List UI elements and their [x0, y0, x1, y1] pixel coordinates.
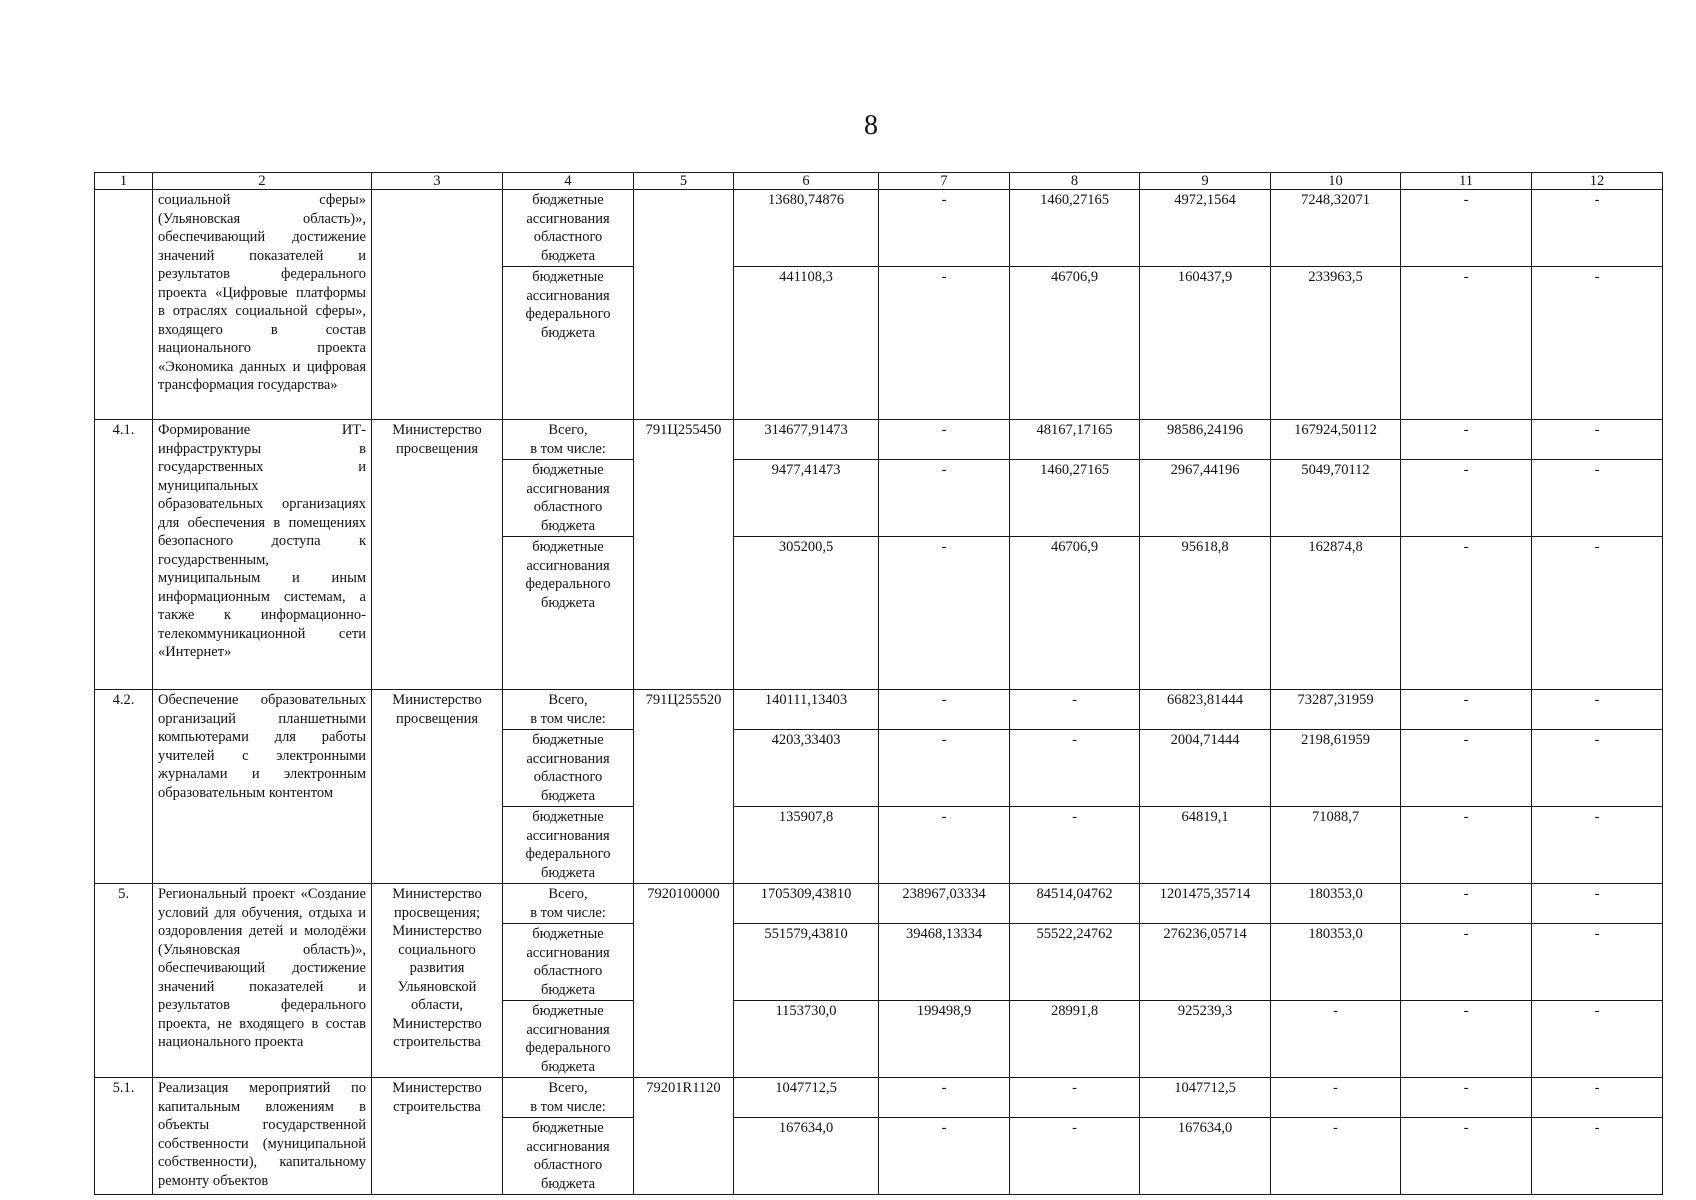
row-executor: Министерство строительства — [372, 1078, 503, 1195]
amount-cell: - — [879, 267, 1010, 420]
amount-cell: - — [1271, 1001, 1401, 1078]
funding-source-label — [503, 807, 634, 884]
amount-cell: - — [1401, 537, 1532, 690]
amount-cell: 1705309,43810 — [734, 884, 879, 924]
amount-cell: - — [879, 190, 1010, 267]
funding-source-line: ассигнования — [526, 944, 610, 961]
amount-cell: - — [879, 730, 1010, 807]
amount-cell: 71088,7 — [1271, 807, 1401, 884]
table-row — [95, 190, 1663, 267]
funding-source-line: в том числе: — [530, 1098, 606, 1115]
amount-cell: 4203,33403 — [734, 730, 879, 807]
funding-source-line: в том числе: — [530, 440, 606, 457]
amount-cell: 9477,41473 — [734, 460, 879, 537]
header-cell: 10 — [1271, 173, 1401, 190]
amount-cell: 925239,3 — [1140, 1001, 1271, 1078]
amount-cell: 167924,50112 — [1271, 420, 1401, 460]
funding-source-line: бюджета — [540, 324, 596, 341]
amount-cell: - — [879, 420, 1010, 460]
funding-source-line: бюджетные — [532, 926, 604, 942]
amount-cell: - — [1532, 730, 1663, 807]
amount-cell: - — [1532, 267, 1663, 420]
funding-source-label — [503, 190, 634, 267]
funding-source-line: ассигнования — [526, 210, 610, 227]
amount-cell: - — [879, 690, 1010, 730]
amount-cell: - — [1010, 730, 1140, 807]
amount-cell: 48167,17165 — [1010, 420, 1140, 460]
amount-cell: - — [1010, 1078, 1140, 1118]
funding-source-label — [503, 267, 634, 420]
funding-source-line: ассигнования — [526, 557, 610, 574]
header-cell: 9 — [1140, 173, 1271, 190]
amount-cell: - — [1010, 1118, 1140, 1195]
funding-source-line: бюджета — [540, 787, 596, 804]
amount-cell: 66823,81444 — [1140, 690, 1271, 730]
table-row — [95, 1078, 1663, 1118]
funding-source-line: бюджетные — [532, 539, 604, 555]
amount-cell: 98586,24196 — [1140, 420, 1271, 460]
amount-cell: - — [1401, 924, 1532, 1001]
amount-cell: - — [1532, 1078, 1663, 1118]
funding-source-label — [503, 730, 634, 807]
budget-table — [94, 172, 1663, 1195]
funding-source-label — [503, 537, 634, 690]
amount-cell: - — [1010, 690, 1140, 730]
amount-cell: - — [879, 807, 1010, 884]
amount-cell: - — [1532, 190, 1663, 267]
row-name: Реализация мероприятий по капитальным вложениям в объекты государственной собственности (муниципальной собственности), капитальному ремонту объектов — [153, 1078, 372, 1195]
funding-source-line: бюджетные — [532, 809, 604, 825]
funding-source-label — [503, 884, 634, 924]
row-executor: Министерство просвещения — [372, 420, 503, 690]
amount-cell: 1047712,5 — [1140, 1078, 1271, 1118]
funding-source-line: в том числе: — [530, 710, 606, 727]
funding-source-line: ассигнования — [526, 1021, 610, 1038]
funding-source-line: федерального — [525, 306, 611, 322]
amount-cell: - — [1271, 1078, 1401, 1118]
header-cell: 11 — [1401, 173, 1532, 190]
header-cell: 4 — [503, 173, 634, 190]
amount-cell: - — [1532, 884, 1663, 924]
amount-cell: 162874,8 — [1271, 537, 1401, 690]
amount-cell: 1201475,35714 — [1140, 884, 1271, 924]
funding-source-line: Всего, — [548, 886, 588, 902]
funding-source-line: областного — [533, 1157, 603, 1173]
funding-source-line: федерального — [525, 576, 611, 592]
amount-cell: - — [1532, 537, 1663, 690]
amount-cell: - — [1532, 807, 1663, 884]
amount-cell: 135907,8 — [734, 807, 879, 884]
amount-cell: 1153730,0 — [734, 1001, 879, 1078]
amount-cell: - — [1532, 924, 1663, 1001]
amount-cell: 233963,5 — [1271, 267, 1401, 420]
amount-cell: - — [1401, 884, 1532, 924]
amount-cell: 5049,70112 — [1271, 460, 1401, 537]
header-cell: 5 — [634, 173, 734, 190]
amount-cell: - — [1401, 690, 1532, 730]
funding-source-line: бюджета — [540, 517, 596, 534]
amount-cell: 305200,5 — [734, 537, 879, 690]
amount-cell: 2967,44196 — [1140, 460, 1271, 537]
funding-source-line: федерального — [525, 846, 611, 862]
amount-cell: 160437,9 — [1140, 267, 1271, 420]
row-executor — [372, 190, 503, 420]
row-number: 5. — [95, 884, 153, 1078]
table-body — [95, 190, 1663, 1195]
amount-cell: 55522,24762 — [1010, 924, 1140, 1001]
amount-cell: 46706,9 — [1010, 267, 1140, 420]
header-cell: 8 — [1010, 173, 1140, 190]
header-cell: 12 — [1532, 173, 1663, 190]
funding-source-line: бюджетные — [532, 192, 604, 208]
row-number — [95, 190, 153, 420]
budget-code: 791Ц255450 — [634, 420, 734, 690]
table-row — [95, 690, 1663, 730]
funding-source-label — [503, 420, 634, 460]
funding-source-label — [503, 1118, 634, 1195]
funding-source-line: областного — [533, 229, 603, 245]
funding-source-line: бюджета — [540, 981, 596, 998]
amount-cell: 2198,61959 — [1271, 730, 1401, 807]
amount-cell: - — [1010, 807, 1140, 884]
funding-source-label — [503, 690, 634, 730]
amount-cell: 199498,9 — [879, 1001, 1010, 1078]
header-cell: 2 — [153, 173, 372, 190]
funding-source-label — [503, 460, 634, 537]
amount-cell: 7248,32071 — [1271, 190, 1401, 267]
funding-source-line: областного — [533, 769, 603, 785]
amount-cell: 39468,13334 — [879, 924, 1010, 1001]
amount-cell: 180353,0 — [1271, 884, 1401, 924]
amount-cell: - — [1271, 1118, 1401, 1195]
row-name: Формирование ИТ-инфраструктуры в государственных и муниципальных образовательных организациях для обеспечения в помещениях безопасного доступа к государственным, муниципальным и иным информационным системам, а также к информационно-телекоммуникационной сети «Интернет» — [153, 420, 372, 690]
row-executor: Министерство просвещения — [372, 690, 503, 884]
row-name: социальной сферы» (Ульяновская область)», обеспечивающий достижение значений показателей и результатов федерального проекта «Цифровые платформы в отраслях социальной сферы», входящего в состав национального проекта «Экономика данных и цифровая трансформация государства» — [153, 190, 372, 420]
row-number: 4.2. — [95, 690, 153, 884]
amount-cell: - — [879, 460, 1010, 537]
amount-cell: 95618,8 — [1140, 537, 1271, 690]
amount-cell: 1460,27165 — [1010, 460, 1140, 537]
funding-source-line: бюджета — [540, 594, 596, 611]
budget-code: 791Ц255520 — [634, 690, 734, 884]
amount-cell: - — [1532, 1118, 1663, 1195]
amount-cell: 441108,3 — [734, 267, 879, 420]
amount-cell: 314677,91473 — [734, 420, 879, 460]
funding-source-line: бюджетные — [532, 269, 604, 285]
funding-source-line: Всего, — [548, 422, 588, 438]
funding-source-line: областного — [533, 499, 603, 515]
budget-code — [634, 190, 734, 420]
amount-cell: 4972,1564 — [1140, 190, 1271, 267]
amount-cell: 276236,05714 — [1140, 924, 1271, 1001]
amount-cell: - — [1401, 460, 1532, 537]
amount-cell: - — [1401, 730, 1532, 807]
amount-cell: 46706,9 — [1010, 537, 1140, 690]
funding-source-line: в том числе: — [530, 904, 606, 921]
row-name: Региональный проект «Создание условий для обучения, отдыха и оздоровления детей и молодёжи (Ульяновская область)», обеспечивающий достижение значений показателей и результатов федерального проекта, не входящего в состав национального проекта — [153, 884, 372, 1078]
header-cell: 7 — [879, 173, 1010, 190]
funding-source-line: бюджетные — [532, 1120, 604, 1136]
funding-source-line: бюджета — [540, 247, 596, 264]
funding-source-line: ассигнования — [526, 827, 610, 844]
row-number: 4.1. — [95, 420, 153, 690]
funding-source-label — [503, 1078, 634, 1118]
header-cell: 6 — [734, 173, 879, 190]
funding-source-line: бюджета — [540, 864, 596, 881]
amount-cell: - — [1401, 1001, 1532, 1078]
amount-cell: - — [879, 1078, 1010, 1118]
amount-cell: - — [1532, 460, 1663, 537]
amount-cell: - — [879, 1118, 1010, 1195]
amount-cell: - — [1401, 807, 1532, 884]
funding-source-line: областного — [533, 963, 603, 979]
amount-cell: - — [1401, 190, 1532, 267]
amount-cell: 140111,13403 — [734, 690, 879, 730]
funding-source-line: бюджетные — [532, 462, 604, 478]
funding-source-line: бюджетные — [532, 1003, 604, 1019]
funding-source-line: бюджетные — [532, 732, 604, 748]
row-number: 5.1. — [95, 1078, 153, 1195]
budget-code: 79201R1120 — [634, 1078, 734, 1195]
funding-source-line: бюджета — [540, 1058, 596, 1075]
amount-cell: - — [879, 537, 1010, 690]
funding-source-line: бюджета — [540, 1175, 596, 1192]
page-number: 8 — [864, 110, 878, 141]
amount-cell: - — [1401, 1078, 1532, 1118]
amount-cell: - — [1532, 690, 1663, 730]
amount-cell: - — [1401, 1118, 1532, 1195]
funding-source-line: ассигнования — [526, 1138, 610, 1155]
amount-cell: 1460,27165 — [1010, 190, 1140, 267]
amount-cell: 28991,8 — [1010, 1001, 1140, 1078]
funding-source-line: Всего, — [548, 692, 588, 708]
amount-cell: 84514,04762 — [1010, 884, 1140, 924]
table-row — [95, 884, 1663, 924]
amount-cell: 64819,1 — [1140, 807, 1271, 884]
amount-cell: 73287,31959 — [1271, 690, 1401, 730]
amount-cell: 180353,0 — [1271, 924, 1401, 1001]
funding-source-label — [503, 1001, 634, 1078]
header-row — [95, 173, 1663, 190]
funding-source-line: Всего, — [548, 1080, 588, 1096]
funding-source-label — [503, 924, 634, 1001]
row-name: Обеспечение образовательных организаций планшетными компьютерами для работы учителей с электронными журналами и электронным образовательным контентом — [153, 690, 372, 884]
amount-cell: - — [1532, 1001, 1663, 1078]
amount-cell: 167634,0 — [1140, 1118, 1271, 1195]
table-row — [95, 420, 1663, 460]
amount-cell: - — [1401, 420, 1532, 460]
header-cell: 3 — [372, 173, 503, 190]
funding-source-line: ассигнования — [526, 750, 610, 767]
amount-cell: 238967,03334 — [879, 884, 1010, 924]
amount-cell: - — [1401, 267, 1532, 420]
funding-source-line: ассигнования — [526, 480, 610, 497]
budget-code: 7920100000 — [634, 884, 734, 1078]
amount-cell: - — [1532, 420, 1663, 460]
funding-source-line: федерального — [525, 1040, 611, 1056]
funding-source-line: ассигнования — [526, 287, 610, 304]
header-cell: 1 — [95, 173, 153, 190]
row-executor: Министерство просвещения; Министерство социального развития Ульяновской области, Министерство строительства — [372, 884, 503, 1078]
amount-cell: 2004,71444 — [1140, 730, 1271, 807]
amount-cell: 1047712,5 — [734, 1078, 879, 1118]
amount-cell: 167634,0 — [734, 1118, 879, 1195]
amount-cell: 13680,74876 — [734, 190, 879, 267]
amount-cell: 551579,43810 — [734, 924, 879, 1001]
